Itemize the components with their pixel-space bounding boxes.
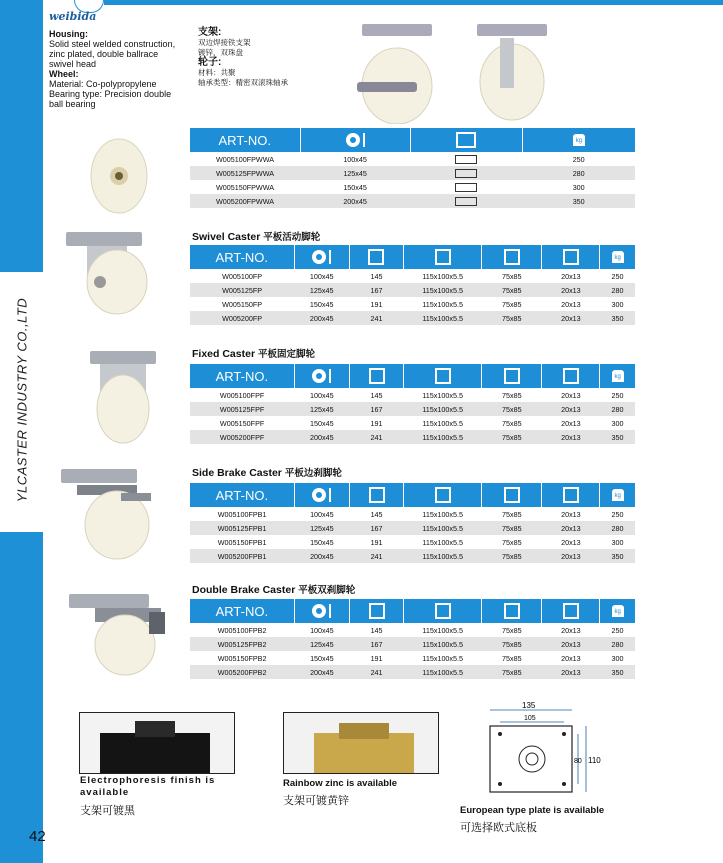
table-cell: 145 [350,623,404,637]
table-cell: 125x45 [294,283,349,297]
table-row [190,388,635,402]
table-cell: 75x85 [482,521,542,535]
table-cell: 100x45 [294,623,349,637]
holes-icon [504,487,520,503]
table-row [190,637,635,651]
table-cell: 115x100x5.5 [404,637,482,651]
height-icon [368,249,384,265]
table-cell: W005200FPB1 [190,549,294,563]
table-cell: 20x13 [542,283,600,297]
bolt-icon [563,249,579,265]
table-cell: W005150FP [190,297,294,311]
height-icon [369,487,385,503]
table-cell: 115x100x5.5 [404,651,482,665]
table-cell: 280 [600,521,635,535]
table-cell: 75x85 [482,549,542,563]
table-cell: 20x13 [542,535,600,549]
table-cell: 200x45 [294,549,349,563]
column-header-plate [404,364,482,388]
table-cell: 241 [349,311,403,325]
spec-table [190,364,635,444]
column-header-load [600,599,635,623]
bolt-icon [563,368,579,384]
width-icon [329,250,331,264]
table-cell: W005100FPWWA [190,152,300,166]
width-icon [329,604,331,618]
euro-plate-diagram [478,700,608,798]
table-cell: 75x85 [482,388,542,402]
wheel-size-icon [312,250,326,264]
table-cell: 167 [350,521,404,535]
table-row [190,430,635,444]
column-header-height [350,483,404,507]
table-cell: 20x13 [542,623,600,637]
table-cell: 75x85 [482,402,542,416]
bearing-symbol [410,166,522,180]
table-cell: 20x13 [542,521,600,535]
wheel-line: Material: Co-polypropylene [49,79,157,89]
table-cell: 250 [600,507,635,521]
sidebar-band-bottom [0,532,43,863]
holes-icon [504,368,520,384]
column-header-bolt [542,599,600,623]
finish-black-caption: Electrophoresis finish is available [80,775,216,798]
table-cell: 20x13 [542,430,600,444]
table-cell: 20x13 [542,665,600,679]
table-cell: 145 [349,269,403,283]
bearing-icon [456,132,476,148]
table-cell: W005125FPF [190,402,294,416]
table-cell: 250 [600,388,635,402]
housing-line: swivel head [49,59,97,69]
table-cell: 20x13 [542,311,600,325]
table-cell: 300 [600,416,635,430]
bracket-line-cn: 镀锌，双珠盘 [198,48,243,57]
dim-inner-height: 80 [574,758,582,765]
table-row [190,416,635,430]
finish-euro-caption-cn: 可选择欧式底板 [460,822,537,834]
column-header-holes [482,483,542,507]
table-cell: 115x100x5.5 [404,388,482,402]
table-cell: 280 [522,166,635,180]
column-header-bolt [542,364,600,388]
table-cell: 115x100x5.5 [404,430,482,444]
width-icon [363,133,365,147]
housing-line: zinc plated, double ballrace [49,49,159,59]
dim-outer-width: 135 [522,701,536,710]
column-header-height [350,599,404,623]
column-header-plate [404,483,482,507]
wheel-size-icon [312,604,326,618]
plate-icon [435,487,451,503]
table-row [190,521,635,535]
table-cell: W005125FPWWA [190,166,300,180]
table-cell: 115x100x5.5 [404,507,482,521]
table-cell: W005150FPWWA [190,180,300,194]
column-header-load [600,364,635,388]
table-cell: 115x100x5.5 [404,665,482,679]
table-row [190,283,635,297]
table-cell: 167 [350,637,404,651]
column-header-plate [404,245,482,269]
spec-table-double-brake [190,599,635,679]
table-cell: 191 [349,297,403,311]
table-cell: 191 [350,535,404,549]
table-cell: W005125FPB1 [190,521,294,535]
spec-table-swivel [190,245,635,325]
dim-inner-width: 105 [524,715,536,722]
bearing-symbol [410,194,522,208]
column-header-art-no: ART-NO. [190,483,294,507]
table-cell: 150x45 [300,180,410,194]
wheel-line-cn: 材料：共聚 [198,68,236,77]
finish-zinc-image [283,712,439,774]
column-header-wheel [294,483,349,507]
table-cell: 191 [349,416,403,430]
table-row [190,623,635,637]
table-cell: 100x45 [294,269,349,283]
header-bar [104,0,723,5]
wheel-size-icon [312,488,326,502]
table-cell: 191 [350,651,404,665]
bracket-heading-cn: 支架: [198,27,222,38]
table-row [190,665,635,679]
column-header-holes [482,245,542,269]
table-cell: 350 [600,549,635,563]
bearing-icon [455,197,477,206]
table-cell: 115x100x5.5 [404,297,482,311]
table-row [190,535,635,549]
table-cell: 115x100x5.5 [404,623,482,637]
caster-hero-image [352,14,552,124]
logo: weibida [49,10,97,23]
table-row [190,297,635,311]
table-cell: 100x45 [294,507,349,521]
table-cell: 125x45 [294,637,349,651]
table-row [190,180,635,194]
finish-zinc-caption-cn: 支架可镀黄锌 [283,795,349,807]
table-cell: 200x45 [294,311,349,325]
table-cell: 150x45 [294,651,349,665]
table-cell: 280 [600,402,635,416]
fixed-caster-image [86,347,161,447]
table-cell: 300 [522,180,635,194]
column-header-art-no: ART-NO. [190,599,294,623]
column-header-wheel [294,364,349,388]
table-cell: 20x13 [542,416,600,430]
column-header-bolt [542,483,600,507]
spec-table [190,599,635,679]
table-cell: 241 [350,665,404,679]
table-cell: 20x13 [542,388,600,402]
table-cell: 75x85 [482,283,542,297]
table-cell: 100x45 [294,388,349,402]
table-row [190,166,635,180]
table-cell: W005125FPB2 [190,637,294,651]
table-cell: 115x100x5.5 [404,521,482,535]
table-cell: 75x85 [482,311,542,325]
table-cell: 20x13 [542,297,600,311]
table-cell: 280 [600,637,635,651]
bearing-icon [455,155,477,164]
table-cell: 150x45 [294,416,349,430]
bracket-line-cn: 双边焊接铁支架 [198,38,251,47]
column-header-art-no: ART-NO. [190,128,300,152]
table-cell: 167 [349,283,403,297]
table-cell: W005200FPWWA [190,194,300,208]
column-header-holes [482,364,542,388]
load-kg-icon: kg [612,489,624,501]
column-header-plate [404,599,482,623]
table-cell: 115x100x5.5 [404,311,482,325]
wheel-size-icon [346,133,360,147]
height-icon [369,603,385,619]
table-cell: 75x85 [482,623,542,637]
table-cell: W005100FP [190,269,294,283]
column-header-load [600,483,635,507]
table-cell: W005100FPB2 [190,623,294,637]
table-row [190,152,635,166]
table-cell: 75x85 [482,637,542,651]
table-cell: W005150FPF [190,416,294,430]
width-icon [329,369,331,383]
table-row [190,651,635,665]
wheel-line-cn: 轴承类型：精密双滚珠轴承 [198,78,288,87]
table-cell: 125x45 [300,166,410,180]
wheel-spec-table [190,128,635,208]
wheel-line: ball bearing [49,99,96,109]
wheel-image [88,137,150,215]
table-cell: 241 [350,549,404,563]
housing-heading: Housing: [49,29,88,39]
load-kg-icon: kg [612,251,624,263]
table-cell: 20x13 [542,402,600,416]
table-cell: 200x45 [300,194,410,208]
table-cell: 125x45 [294,521,349,535]
column-header-height [349,245,403,269]
table-cell: 115x100x5.5 [404,416,482,430]
spec-table [190,483,635,563]
table-row [190,311,635,325]
table-cell: 241 [349,430,403,444]
column-header-bearing [410,128,522,152]
table-cell: 150x45 [294,297,349,311]
column-header-height [349,364,403,388]
table-cell: 20x13 [542,507,600,521]
column-header-art-no: ART-NO. [190,245,294,269]
plate-icon [435,249,451,265]
table-cell: 250 [522,152,635,166]
height-icon [369,368,385,384]
table-cell: 20x13 [542,637,600,651]
table-cell: W005150FPB2 [190,651,294,665]
section-title-swivel: Swivel Caster 平板活动脚轮 [192,231,321,243]
column-header-wheel [294,599,349,623]
table-cell: W005200FPF [190,430,294,444]
side-brake-caster-image [57,463,159,563]
swivel-caster-image [62,227,154,317]
table-row [190,549,635,563]
table-cell: 250 [600,623,635,637]
wheel-heading: Wheel: [49,69,79,79]
table-cell: W005200FP [190,311,294,325]
spec-table-side-brake [190,483,635,563]
column-header-wheel [294,245,349,269]
table-cell: 125x45 [294,402,349,416]
table-cell: W005125FP [190,283,294,297]
table-cell: 300 [600,651,635,665]
table-cell: W005150FPB1 [190,535,294,549]
table-row [190,402,635,416]
table-cell: W005200FPB2 [190,665,294,679]
table-cell: 300 [600,535,635,549]
column-header-wheel [300,128,410,152]
bearing-symbol [410,152,522,166]
table-cell: 350 [522,194,635,208]
table-cell: 350 [600,665,635,679]
column-header-load [600,245,635,269]
bearing-symbol [410,180,522,194]
finish-zinc-caption: Rainbow zinc is available [283,778,398,789]
holes-icon [504,603,520,619]
table-cell: 115x100x5.5 [404,402,482,416]
table-cell: 75x85 [482,665,542,679]
table-cell: 167 [349,402,403,416]
table-row [190,194,635,208]
table-cell: 115x100x5.5 [404,269,482,283]
section-title-double-brake: Double Brake Caster 平板双刹脚轮 [192,584,356,596]
table-cell: 75x85 [482,507,542,521]
column-header-bolt [542,245,600,269]
spec-table-fixed [190,364,635,444]
table-cell: 150x45 [294,535,349,549]
table-cell: 75x85 [482,430,542,444]
bearing-icon [455,169,477,178]
column-header-holes [482,599,542,623]
table-cell: 20x13 [542,549,600,563]
table-cell: W005100FPF [190,388,294,402]
table-cell: 145 [349,388,403,402]
spec-english [49,29,194,109]
bolt-icon [563,487,579,503]
finish-euro-caption: European type plate is available [460,805,605,816]
table-cell: 300 [600,297,635,311]
column-header-art-no: ART-NO. [190,364,294,388]
sidebar-band-top [0,0,43,272]
column-header-load [522,128,635,152]
page-number: 42 [29,828,46,845]
bolt-icon [563,603,579,619]
table-cell: 20x13 [542,269,600,283]
spec-table [190,245,635,325]
width-icon [329,488,331,502]
table-cell: 145 [350,507,404,521]
table-cell: 200x45 [294,430,349,444]
table-cell: W005100FPB1 [190,507,294,521]
table-cell: 75x85 [482,535,542,549]
table-row [190,269,635,283]
table-cell: 75x85 [482,416,542,430]
load-kg-icon: kg [612,605,624,617]
table-row [190,507,635,521]
dim-outer-height: 110 [588,756,601,765]
table-cell: 20x13 [542,651,600,665]
wheel-line: Bearing type: Precision double [49,89,172,99]
load-kg-icon: kg [573,134,585,146]
table-cell: 115x100x5.5 [404,535,482,549]
plate-icon [435,368,451,384]
table-cell: 350 [600,430,635,444]
table-cell: 280 [600,283,635,297]
load-kg-icon: kg [612,370,624,382]
spec-chinese [198,28,288,88]
finish-black-image [79,712,235,774]
plate-icon [435,603,451,619]
table-cell: 100x45 [300,152,410,166]
holes-icon [504,249,520,265]
table-cell: 115x100x5.5 [404,549,482,563]
finish-black-caption-cn: 支架可镀黑 [80,805,135,817]
table-cell: 75x85 [482,297,542,311]
table-cell: 115x100x5.5 [404,283,482,297]
table-cell: 200x45 [294,665,349,679]
section-title-side-brake: Side Brake Caster 平板边刹脚轮 [192,467,342,479]
section-title-fixed: Fixed Caster 平板固定脚轮 [192,348,315,360]
wheel-size-icon [312,369,326,383]
table-cell: 75x85 [482,269,542,283]
table-cell: 75x85 [482,651,542,665]
bearing-icon [455,183,477,192]
housing-line: Solid steel welded construction, [49,39,176,49]
wheel-heading-cn: 轮子: [198,57,222,68]
table-cell: 250 [600,269,635,283]
double-brake-caster-image [65,590,170,680]
table-cell: 350 [600,311,635,325]
company-name-vertical: YLCASTER INDUSTRY CO.,LTD [14,297,30,503]
